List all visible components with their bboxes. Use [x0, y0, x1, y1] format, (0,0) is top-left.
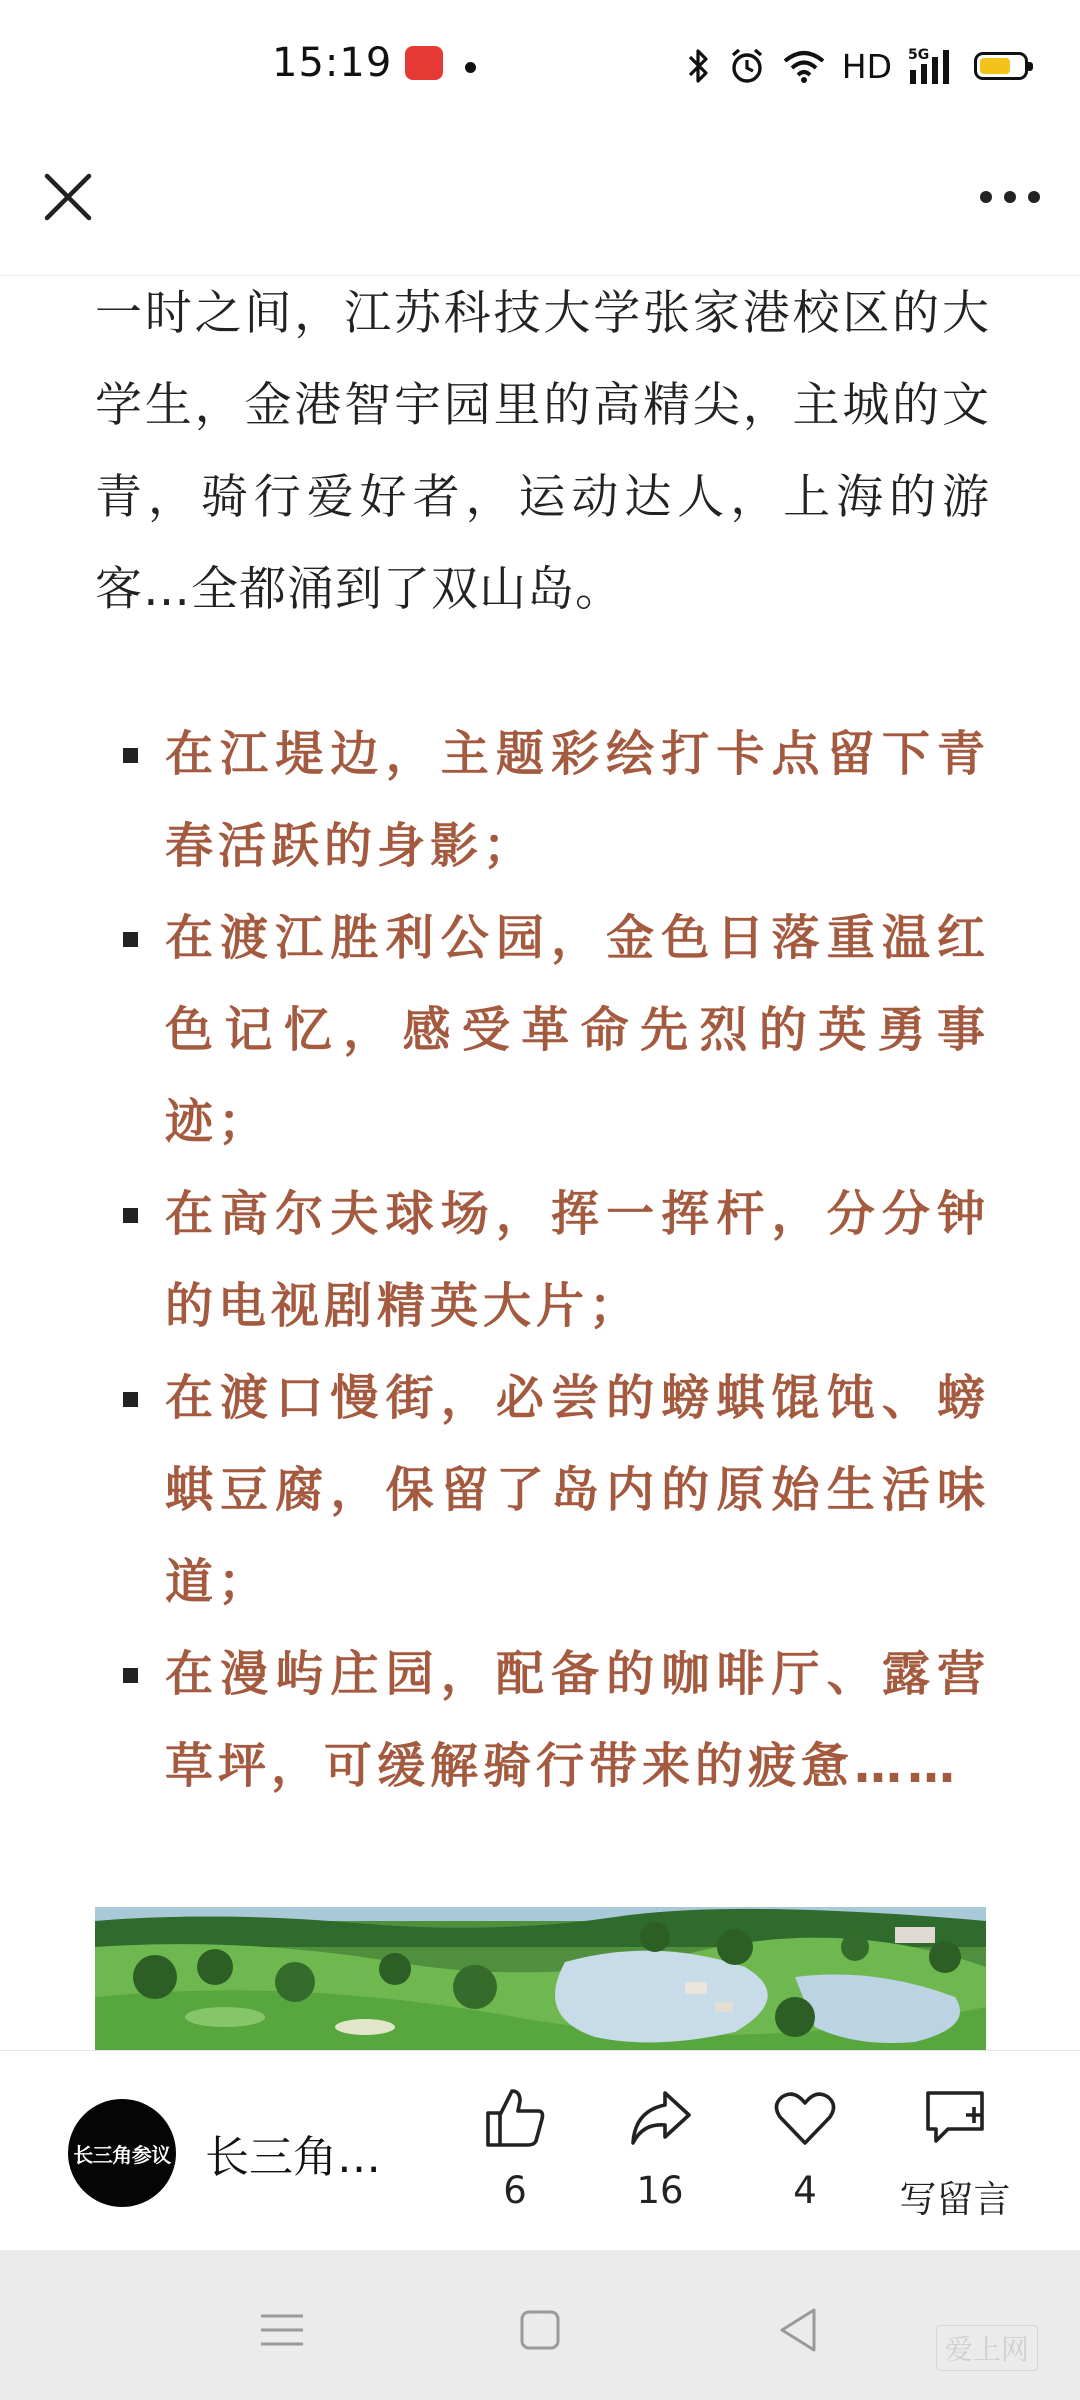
- bullet-item: [95, 1168, 990, 1352]
- account-name[interactable]: 长三角…: [205, 2132, 381, 2183]
- bullet-list: [95, 708, 990, 1812]
- top-navigation: [0, 135, 1080, 276]
- network-type-label: HD: [841, 46, 892, 86]
- system-navigation-bar: [0, 2250, 1080, 2400]
- signal-icon: [908, 46, 958, 86]
- comment-button[interactable]: [880, 2085, 1030, 2235]
- notification-app-icon: [405, 46, 443, 80]
- bullet-text: 在渡江胜利公园，金色日落重温红色记忆，感受革命先烈的英勇事迹；: [165, 910, 990, 1150]
- signal-label: 5G: [908, 47, 930, 63]
- bullet-text: 在江堤边，主题彩绘打卡点留下青春活跃的身影；: [165, 726, 990, 874]
- bottom-action-bar: [0, 2050, 1080, 2251]
- like-count: 6: [503, 2169, 527, 2212]
- more-icon: [978, 189, 1042, 205]
- close-button[interactable]: [36, 165, 100, 229]
- notification-dot-icon: [465, 62, 476, 73]
- account-avatar[interactable]: 长三角参议: [68, 2099, 176, 2207]
- bullet-item: [95, 1352, 990, 1628]
- thumbs-up-icon: [482, 2085, 548, 2151]
- more-button[interactable]: [970, 165, 1050, 229]
- article-photo[interactable]: [95, 1907, 986, 2050]
- status-icons: [686, 44, 1028, 88]
- golf-course-landscape-image: [95, 1907, 986, 2050]
- share-button[interactable]: [590, 2085, 730, 2235]
- favorite-button[interactable]: [735, 2085, 875, 2235]
- comment-label: 写留言: [899, 2178, 1011, 2221]
- share-icon: [627, 2085, 693, 2151]
- favorite-count: 4: [793, 2169, 817, 2212]
- back-button[interactable]: [768, 2300, 828, 2360]
- like-button[interactable]: [445, 2085, 585, 2235]
- bullet-square-icon: [123, 1208, 138, 1223]
- status-bar: [0, 0, 1080, 135]
- comment-icon: [922, 2085, 988, 2151]
- bullet-square-icon: [123, 932, 138, 947]
- close-icon: [43, 172, 93, 222]
- alarm-icon: [728, 47, 766, 85]
- bullet-text: 在渡口慢街，必尝的螃蜞馄饨、螃蜞豆腐，保留了岛内的原始生活味道；: [165, 1370, 990, 1610]
- bullet-text: 在漫屿庄园，配备的咖啡厅、露营草坪，可缓解骑行带来的疲惫……: [165, 1646, 990, 1794]
- bullet-text: 在高尔夫球场，挥一挥杆，分分钟的电视剧精英大片；: [165, 1186, 990, 1334]
- bullet-item: [95, 708, 990, 892]
- article-content[interactable]: [0, 275, 1080, 2050]
- bluetooth-icon: [686, 47, 712, 85]
- bullet-item: [95, 892, 990, 1168]
- watermark: 爱上网: [936, 2325, 1038, 2371]
- article-paragraph: 一时之间，江苏科技大学张家港校区的大学生，金港智宇园里的高精尖，主城的文青，骑行爱好者，运动达人，上海的游客…全都涌到了双山岛。: [95, 286, 990, 617]
- bullet-square-icon: [123, 748, 138, 763]
- wifi-icon: [782, 49, 826, 83]
- back-icon: [776, 2306, 820, 2354]
- share-count: 16: [636, 2169, 684, 2212]
- bullet-square-icon: [123, 1392, 138, 1407]
- menu-button[interactable]: [252, 2300, 312, 2360]
- home-button[interactable]: [510, 2300, 570, 2360]
- home-icon: [518, 2308, 562, 2352]
- heart-icon: [772, 2085, 838, 2151]
- menu-icon: [259, 2310, 305, 2350]
- bullet-item: [95, 1628, 990, 1812]
- status-time: 15:19: [272, 40, 393, 86]
- battery-icon: [974, 52, 1028, 80]
- bullet-square-icon: [123, 1668, 138, 1683]
